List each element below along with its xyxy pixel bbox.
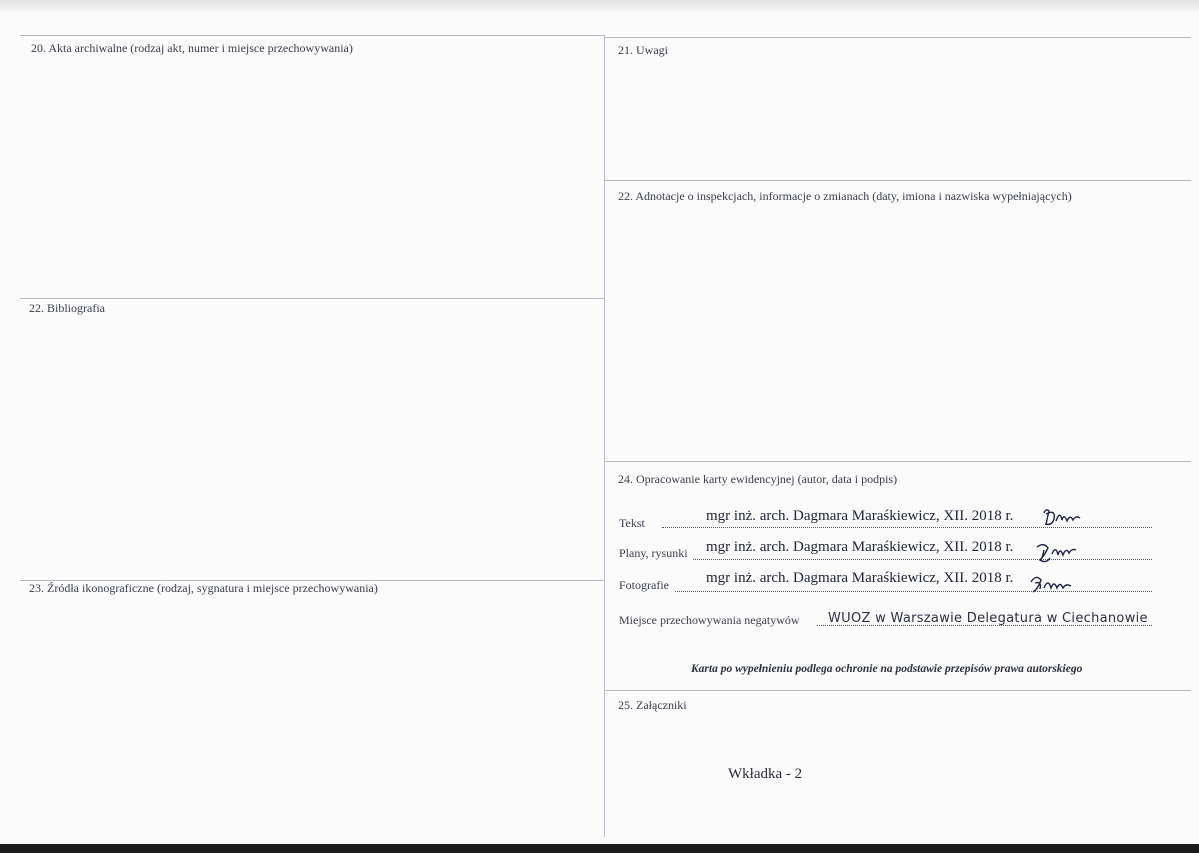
card-preparation-label: 24. Opracowanie karty ewidencyjnej (autor, data i podpis) [618, 472, 898, 486]
rule-bibliography [20, 298, 605, 299]
text-row-label: Tekst [619, 516, 645, 530]
rule-inspection [605, 180, 1191, 181]
rule-card-preparation [605, 461, 1191, 462]
photos-row-signature [1028, 572, 1074, 598]
bibliography-label: 22. Bibliografia [29, 301, 105, 315]
plans-row-dotted-line [693, 559, 1152, 560]
iconographic-sources-label: 23. Źródła ikonograficzne (rodzaj, sygnatura i miejsce przechowywania) [29, 581, 378, 595]
inspection-notes-label: 22. Adnotacje o inspekcjach, informacje o zmianach (daty, imiona i nazwiska wypełniających) [618, 189, 1072, 203]
photos-row-dotted-line [675, 591, 1152, 592]
text-row-signature [1040, 505, 1086, 531]
top-rule-left [20, 35, 605, 36]
plans-row-label: Plany, rysunki [619, 546, 688, 560]
plans-row-author: mgr inż. arch. Dagmara Maraśkiewicz, XII. 2018 r. [706, 539, 1014, 555]
photos-row-label: Fotografie [619, 578, 669, 592]
scan-top-edge [0, 0, 1199, 12]
attachments-label: 25. Załączniki [618, 698, 687, 712]
remarks-label: 21. Uwagi [618, 43, 668, 57]
scan-bottom-edge [0, 844, 1199, 853]
plans-row-signature [1034, 540, 1080, 566]
photos-row-author: mgr inż. arch. Dagmara Maraśkiewicz, XII. 2018 r. [706, 570, 1014, 586]
center-divider [604, 35, 605, 837]
negatives-storage-value: WUOZ w Warszawie Delegatura w Ciechanowie [828, 611, 1148, 626]
archival-records-label: 20. Akta archiwalne (rodzaj akt, numer i miejsce przechowywania) [31, 41, 353, 55]
text-row-author: mgr inż. arch. Dagmara Maraśkiewicz, XII. 2018 r. [706, 508, 1014, 524]
rule-attachments [605, 690, 1191, 691]
negatives-storage-label: Miejsce przechowywania negatywów [619, 613, 800, 627]
copyright-notice: Karta po wypełnieniu podlega ochronie na podstawie przepisów prawa autorskiego [691, 663, 1083, 675]
top-rule-right [605, 37, 1191, 38]
attachments-insert-label: Wkładka - 2 [728, 766, 803, 782]
